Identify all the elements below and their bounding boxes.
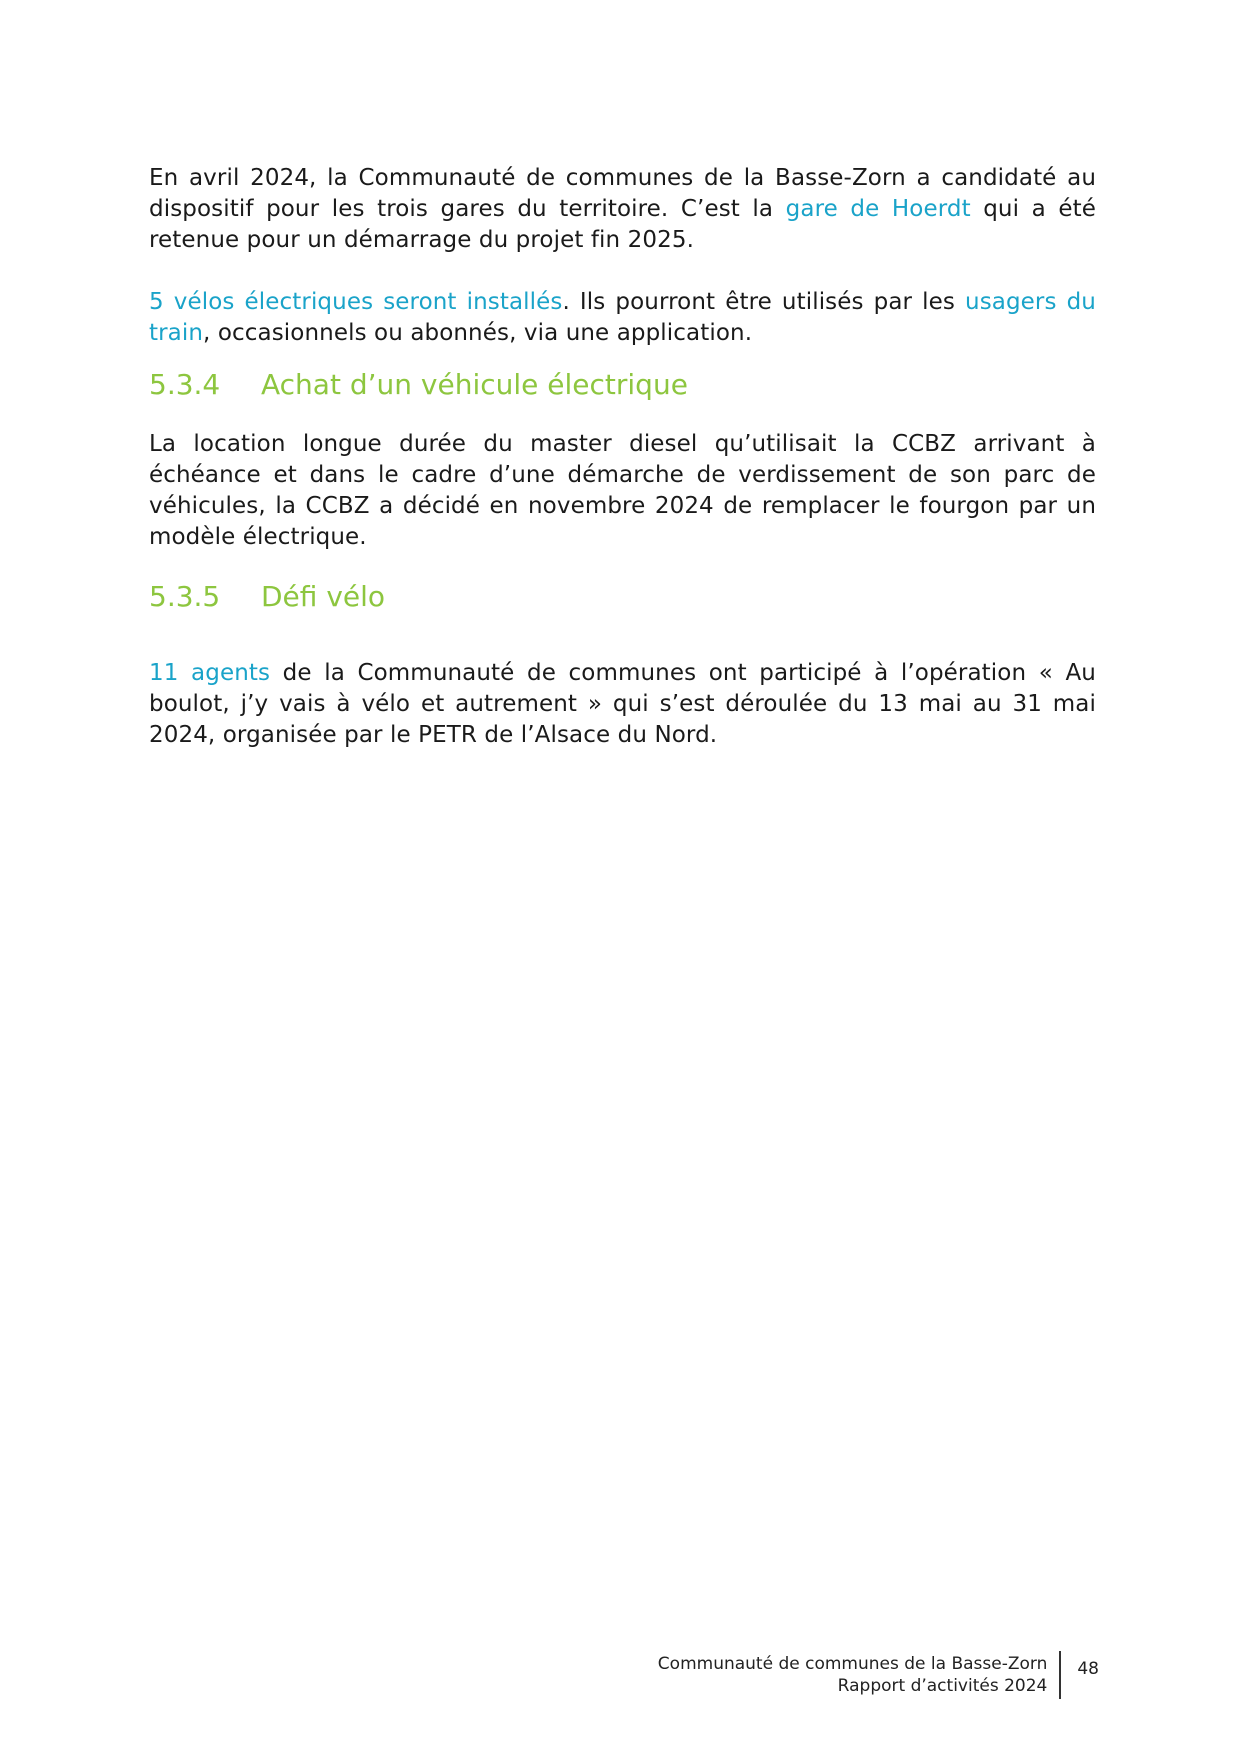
paragraph-text: En avril 2024, la Communauté de communes de la Basse-Zorn a candidaté au dispositif pour les trois gares du territoire. C’est la — [149, 165, 1096, 222]
highlight-usagers-du-train: usagers du train — [149, 289, 1096, 346]
footer-report-title: Rapport d’activités 2024 — [837, 1676, 1048, 1696]
section-heading-5-3-4 — [149, 367, 1096, 403]
page-footer — [658, 1651, 1099, 1699]
section-title: Défi vélo — [261, 580, 386, 613]
section-title: Achat d’un véhicule électrique — [261, 368, 688, 401]
paragraph-text: La location longue durée du master diesel qu’utilisait la CCBZ arrivant à échéance et dans le cadre d’une démarche de verdissement de son parc de véhicules, la CCBZ a décidé en novembre 2024 de remplacer le fourgon par un modèle électrique. — [149, 431, 1096, 550]
paragraph-gares — [149, 163, 1096, 256]
paragraph-vehicule — [149, 429, 1096, 553]
paragraph-defi-velo — [149, 658, 1096, 751]
page-number: 48 — [1077, 1659, 1099, 1679]
section-number: 5.3.4 — [149, 368, 221, 401]
paragraph-text: . Ils pourront être utilisés par les — [562, 289, 966, 315]
footer-organization: Communauté de communes de la Basse-Zorn — [657, 1654, 1048, 1674]
highlight-11-agents: 11 agents — [149, 660, 271, 686]
paragraph-velos — [149, 287, 1096, 349]
section-number: 5.3.5 — [149, 580, 221, 613]
paragraph-text: qui a été retenue pour un démarrage du projet fin 2025. — [149, 196, 1096, 253]
highlight-gare-de-hoerdt: gare de Hoerdt — [785, 196, 971, 222]
paragraph-text: de la Communauté de communes ont participé à l’opération « Au boulot, j’y vais à vélo et autrement » qui s’est déroulée du 13 mai au 31 mai 2024, organisée par le PETR de l’Alsace du Nord. — [149, 660, 1096, 748]
section-heading-5-3-5 — [149, 579, 1096, 615]
paragraph-text: , occasionnels ou abonnés, via une application. — [203, 320, 753, 346]
highlight-velos-electriques: 5 vélos électriques seront installés — [149, 289, 563, 315]
page-content — [149, 163, 1096, 751]
footer-text — [658, 1653, 1060, 1697]
